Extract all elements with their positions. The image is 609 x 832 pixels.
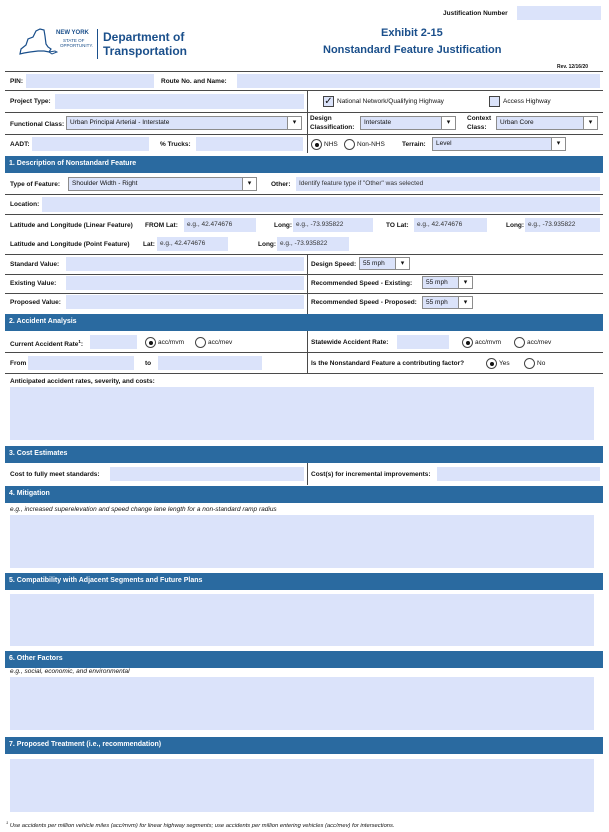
section-3-header: 3. Cost Estimates xyxy=(5,446,603,463)
feature-type-label: Type of Feature: xyxy=(10,181,61,188)
rec-speed-proposed-label: Recommended Speed - Proposed: xyxy=(311,299,417,306)
current-rate-field[interactable] xyxy=(90,335,137,349)
rule xyxy=(5,274,603,275)
contributing-factor-label: Is the Nonstandard Feature a contributing factor? xyxy=(311,360,465,367)
non-nhs-radio[interactable] xyxy=(344,139,355,150)
design-class-label-1: Design xyxy=(310,115,332,122)
contributing-yes-radio[interactable] xyxy=(486,358,497,369)
context-class-label-1: Context xyxy=(467,115,492,122)
linear-feature-label: Latitude and Longitude (Linear Feature) xyxy=(10,222,133,229)
rule xyxy=(5,71,603,72)
terrain-label: Terrain: xyxy=(402,141,426,148)
nhs-radio[interactable] xyxy=(311,139,322,150)
design-speed-label: Design Speed: xyxy=(311,261,357,268)
cost-incremental-field[interactable] xyxy=(437,467,600,481)
trucks-label: % Trucks: xyxy=(160,141,191,148)
exhibit-number: Exhibit 2-15 xyxy=(381,27,443,39)
terrain-value: Level xyxy=(436,140,452,147)
to-date-field[interactable] xyxy=(158,356,262,370)
context-class-select[interactable] xyxy=(496,116,598,130)
rec-speed-existing-label: Recommended Speed - Existing: xyxy=(311,280,413,287)
nhs-label: NHS xyxy=(324,141,338,148)
footnote-mark: 1 xyxy=(6,820,9,825)
point-long-label: Long: xyxy=(258,241,277,248)
current-acc-mev-label: acc/mev xyxy=(208,339,233,346)
project-type-field[interactable] xyxy=(55,94,304,109)
pin-label: PIN: xyxy=(10,78,23,85)
other-factors-textarea[interactable] xyxy=(10,677,594,730)
column-rule xyxy=(307,254,308,314)
cost-incremental-label: Cost(s) for incremental improvements: xyxy=(311,471,431,478)
from-date-field[interactable] xyxy=(28,356,134,370)
mitigation-textarea[interactable] xyxy=(10,515,594,568)
from-long-label: Long: xyxy=(274,222,293,229)
contributing-no-label: No xyxy=(537,360,546,367)
justification-number-field[interactable] xyxy=(517,6,601,20)
from-label: From xyxy=(10,360,27,367)
project-type-label: Project Type: xyxy=(10,98,51,105)
dept-line-1: Department of xyxy=(103,30,185,44)
rule xyxy=(5,112,603,113)
revision-date: Rev. 12/16/20 xyxy=(557,64,589,70)
design-class-label-2: Classification: xyxy=(310,124,355,131)
chevron-down-icon[interactable]: ▾ xyxy=(441,117,455,129)
chevron-down-icon[interactable]: ▾ xyxy=(242,178,256,190)
route-field[interactable] xyxy=(237,74,600,88)
section-2-header: 2. Accident Analysis xyxy=(5,314,603,331)
point-feature-label: Latitude and Longitude (Point Feature) xyxy=(10,241,130,248)
existing-value-label: Existing Value: xyxy=(10,280,57,287)
existing-value-field[interactable] xyxy=(66,276,304,290)
justification-number-label: Justification Number xyxy=(443,10,508,17)
cost-full-field[interactable] xyxy=(110,467,304,481)
from-lat-label: FROM Lat: xyxy=(145,222,178,229)
other-field[interactable]: Identify feature type if "Other" was selected xyxy=(296,177,600,191)
rule xyxy=(5,352,603,353)
cost-full-label: Cost to fully meet standards: xyxy=(10,471,100,478)
rule xyxy=(5,293,603,294)
proposed-value-field[interactable] xyxy=(66,295,304,309)
logo-line-1: NEW YORK xyxy=(56,30,89,36)
standard-value-label: Standard Value: xyxy=(10,261,60,268)
to-long-field[interactable]: e.g., -73.935822 xyxy=(525,218,600,232)
column-rule xyxy=(307,134,308,153)
anticipated-label: Anticipated accident rates, severity, and costs: xyxy=(10,378,155,385)
chevron-down-icon[interactable]: ▾ xyxy=(287,117,301,129)
feature-type-select[interactable] xyxy=(68,177,257,191)
location-label: Location: xyxy=(10,201,40,208)
design-speed-select[interactable] xyxy=(359,257,410,270)
proposed-value-label: Proposed Value: xyxy=(10,299,61,306)
footnote-ref: 1 xyxy=(78,339,81,344)
current-accident-rate-label xyxy=(10,339,83,348)
current-acc-mev-radio[interactable] xyxy=(195,337,206,348)
design-class-value: Interstate xyxy=(364,119,392,126)
point-lat-field[interactable]: e.g., 42.474676 xyxy=(157,237,228,251)
trucks-field[interactable] xyxy=(196,137,303,151)
logo-line-3: OPPORTUNITY. xyxy=(60,43,94,48)
current-acc-mvm-radio[interactable] xyxy=(145,337,156,348)
terrain-select[interactable] xyxy=(432,137,566,151)
route-label: Route No. and Name: xyxy=(161,78,227,85)
statewide-acc-mvm-radio[interactable] xyxy=(462,337,473,348)
national-network-checkbox[interactable]: ✓ xyxy=(324,96,333,107)
section-5-header: 5. Compatibility with Adjacent Segments and Future Plans xyxy=(5,573,603,590)
from-lat-field[interactable]: e.g., 42.474676 xyxy=(184,218,256,232)
pin-field[interactable] xyxy=(26,74,154,88)
footnote xyxy=(6,820,395,829)
anticipated-textarea[interactable] xyxy=(10,387,594,440)
point-long-field[interactable]: e.g., -73.935822 xyxy=(277,237,349,251)
access-highway-label: Access Highway xyxy=(503,98,551,105)
section-4-header: 4. Mitigation xyxy=(5,486,603,503)
functional-class-value: Urban Principal Arterial - Interstate xyxy=(70,119,170,126)
statewide-rate-field[interactable] xyxy=(397,335,449,349)
context-class-label-2: Class: xyxy=(467,124,487,131)
design-class-select[interactable] xyxy=(360,116,456,130)
contributing-no-radio[interactable] xyxy=(524,358,535,369)
context-class-value: Urban Core xyxy=(500,119,534,126)
column-rule xyxy=(307,463,308,485)
chevron-down-icon[interactable]: ▾ xyxy=(551,138,565,150)
rule xyxy=(5,373,603,374)
dept-line-2: Transportation xyxy=(103,44,188,58)
to-lat-field[interactable]: e.g., 42.474676 xyxy=(414,218,487,232)
from-long-field[interactable]: e.g., -73.935822 xyxy=(293,218,373,232)
to-label: to xyxy=(145,360,152,367)
rec-speed-existing-value: 55 mph xyxy=(426,279,448,286)
section-6-header: 6. Other Factors xyxy=(5,651,603,668)
rec-speed-proposed-value: 55 mph xyxy=(426,299,448,306)
functional-class-label: Functional Class: xyxy=(10,121,65,128)
to-lat-label: TO Lat: xyxy=(386,222,409,229)
compatibility-textarea[interactable] xyxy=(10,594,594,646)
rule xyxy=(5,194,603,195)
point-lat-label: Lat: xyxy=(143,241,155,248)
rule xyxy=(5,254,603,255)
functional-class-select[interactable] xyxy=(66,116,302,130)
column-rule xyxy=(307,112,308,134)
current-accident-rate-text: Current Accident Rate xyxy=(10,341,79,349)
rule xyxy=(5,214,603,215)
access-highway-checkbox[interactable] xyxy=(489,96,500,107)
contributing-yes-label: Yes xyxy=(499,360,510,367)
new-york-state-outline-icon xyxy=(18,27,58,59)
national-network-label: National Network/Qualifying Highway xyxy=(337,98,444,105)
section-1-header: 1. Description of Nonstandard Feature xyxy=(5,156,603,173)
logo-line-2: STATE OF xyxy=(63,38,85,43)
statewide-acc-mev-label: acc/mev xyxy=(527,339,552,346)
logo-divider xyxy=(97,29,98,59)
statewide-rate-label: Statewide Accident Rate: xyxy=(311,339,389,346)
chevron-down-icon[interactable]: ▾ xyxy=(458,277,472,288)
rec-speed-proposed-select[interactable] xyxy=(422,296,473,309)
chevron-down-icon[interactable]: ▾ xyxy=(395,258,409,269)
nys-logo xyxy=(18,27,100,61)
current-acc-mvm-label: acc/mvm xyxy=(158,339,184,346)
aadt-field[interactable] xyxy=(32,137,149,151)
column-rule xyxy=(307,90,308,112)
location-field[interactable] xyxy=(42,197,600,212)
aadt-label: AADT: xyxy=(10,141,30,148)
rec-speed-existing-select[interactable] xyxy=(422,276,473,289)
proposed-treatment-textarea[interactable] xyxy=(10,759,594,812)
rule xyxy=(5,90,603,91)
design-speed-value: 55 mph xyxy=(363,260,385,267)
standard-value-field[interactable] xyxy=(66,257,304,271)
statewide-acc-mev-radio[interactable] xyxy=(514,337,525,348)
rule xyxy=(5,134,603,135)
other-factors-hint: e.g., social, economic, and environmental xyxy=(10,668,130,675)
other-label: Other: xyxy=(271,181,291,188)
statewide-acc-mvm-label: acc/mvm xyxy=(475,339,501,346)
mitigation-hint: e.g., increased superelevation and speed change lane length for a non-standard ramp radius xyxy=(10,506,277,513)
chevron-down-icon[interactable]: ▾ xyxy=(458,297,472,308)
to-long-label: Long: xyxy=(506,222,525,229)
footnote-text: Use accidents per million vehicle miles (acc/mvm) for linear highway segments; use accidents per million entering vehicles (acc/mev) for intersections. xyxy=(9,822,395,829)
colon: : xyxy=(80,341,84,349)
feature-type-value: Shoulder Width - Right xyxy=(72,180,138,187)
section-7-header: 7. Proposed Treatment (i.e., recommendation) xyxy=(5,737,603,754)
page-title: Nonstandard Feature Justification xyxy=(323,44,502,56)
chevron-down-icon[interactable]: ▾ xyxy=(583,117,597,129)
non-nhs-label: Non-NHS xyxy=(357,141,385,148)
